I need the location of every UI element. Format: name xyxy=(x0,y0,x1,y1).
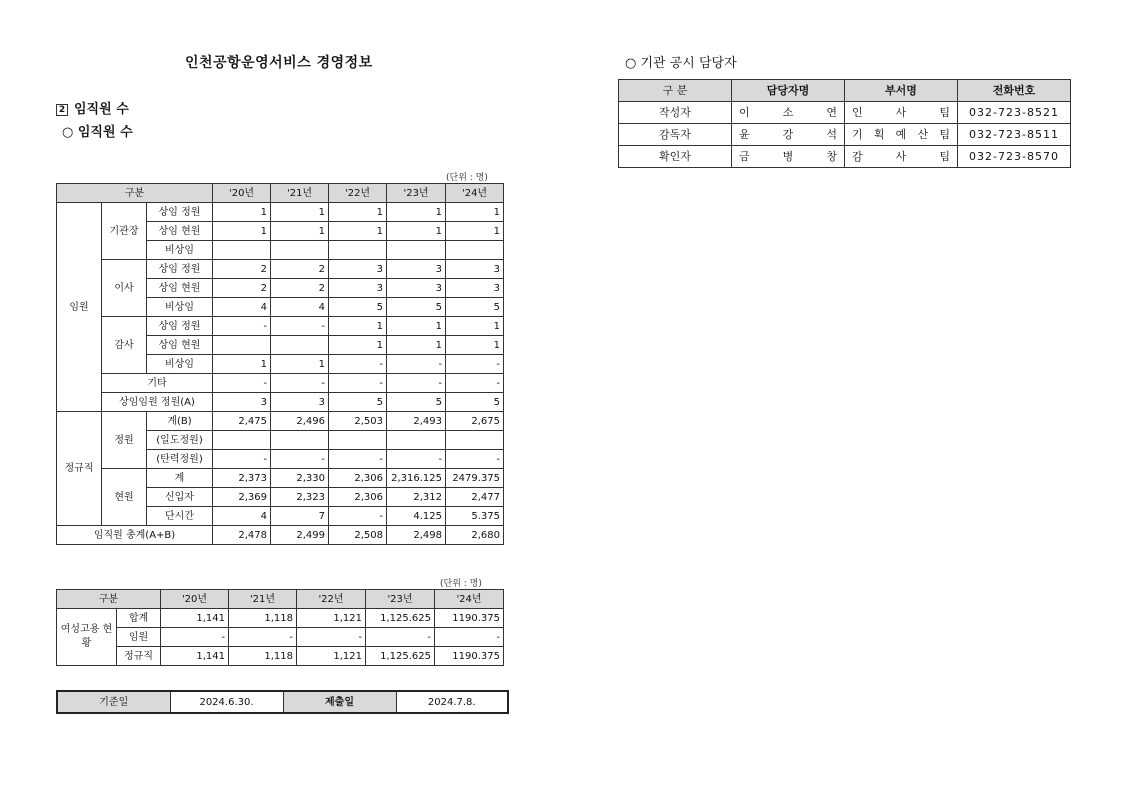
value-cell: 1 xyxy=(271,203,329,222)
value-cell: 1,125.625 xyxy=(366,609,435,628)
value-cell: - xyxy=(271,317,329,336)
value-cell: 2,306 xyxy=(329,488,387,507)
header-cell: '23년 xyxy=(387,184,446,203)
header-cell: 전화번호 xyxy=(958,80,1071,102)
row-label: 상임임원 정원(A) xyxy=(102,393,213,412)
submit-date-value: 2024.7.8. xyxy=(396,691,508,713)
value-cell: 1,118 xyxy=(229,647,297,666)
header-cell: 부서명 xyxy=(845,80,958,102)
submit-date-label: 제출일 xyxy=(283,691,396,713)
table-row xyxy=(57,260,504,279)
unit-label: (단위 : 명) xyxy=(440,579,482,589)
value-cell: - xyxy=(213,317,271,336)
name-cell xyxy=(732,102,845,124)
value-cell: 1,125.625 xyxy=(366,647,435,666)
value-cell: 1 xyxy=(329,203,387,222)
value-cell: 1,141 xyxy=(161,609,229,628)
subgroup-label: 감사 xyxy=(102,317,147,374)
name-cell xyxy=(732,146,845,168)
dept-cell xyxy=(845,146,958,168)
header-cell: 구분 xyxy=(57,184,213,203)
value-cell: - xyxy=(297,628,366,647)
header-cell: '24년 xyxy=(435,590,504,609)
value-cell: 1190.375 xyxy=(435,609,504,628)
row-label: 임직원 총계(A+B) xyxy=(57,526,213,545)
header-cell: 구 분 xyxy=(619,80,732,102)
header-cell: '20년 xyxy=(213,184,271,203)
value-cell: 2,478 xyxy=(213,526,271,545)
value-cell xyxy=(213,241,271,260)
value-cell: 1 xyxy=(213,203,271,222)
value-cell: 3 xyxy=(387,279,446,298)
row-label: 상임 정원 xyxy=(147,260,213,279)
value-cell xyxy=(387,241,446,260)
value-cell xyxy=(271,431,329,450)
value-cell: 2,496 xyxy=(271,412,329,431)
value-cell: 2,369 xyxy=(213,488,271,507)
table-header-row xyxy=(619,80,1071,102)
table-row xyxy=(57,628,504,647)
value-cell: 1 xyxy=(387,222,446,241)
value-cell: 1 xyxy=(213,355,271,374)
value-cell: 1 xyxy=(329,222,387,241)
value-cell: 1 xyxy=(387,317,446,336)
dept-chars xyxy=(848,103,954,123)
header-cell: '21년 xyxy=(271,184,329,203)
subgroup-label: 현원 xyxy=(102,469,147,526)
dept-char: 팀 xyxy=(939,127,950,141)
name-char: 강 xyxy=(782,127,794,141)
name-char: 석 xyxy=(826,127,837,141)
value-cell: 2,493 xyxy=(387,412,446,431)
name-char: 윤 xyxy=(739,127,750,141)
table-row xyxy=(57,203,504,222)
row-label: 비상임 xyxy=(147,355,213,374)
value-cell: - xyxy=(446,374,504,393)
header-cell: 담당자명 xyxy=(732,80,845,102)
phone-cell: 032-723-8521 xyxy=(958,102,1071,124)
row-label: 정규직 xyxy=(117,647,161,666)
header-cell: '22년 xyxy=(297,590,366,609)
dept-char: 사 xyxy=(895,105,907,119)
row-label: 상임 현원 xyxy=(147,336,213,355)
value-cell: 2,330 xyxy=(271,469,329,488)
value-cell: 1,121 xyxy=(297,647,366,666)
role-cell: 확인자 xyxy=(619,146,732,168)
table-row xyxy=(57,317,504,336)
row-label: 상임 정원 xyxy=(147,203,213,222)
dept-char: 팀 xyxy=(939,105,950,119)
value-cell: 2,499 xyxy=(271,526,329,545)
value-cell: - xyxy=(446,450,504,469)
unit-label: (단위 : 명) xyxy=(446,173,488,183)
value-cell: 1190.375 xyxy=(435,647,504,666)
value-cell: 1 xyxy=(271,222,329,241)
table-row xyxy=(619,146,1071,168)
name-char: 연 xyxy=(826,105,837,119)
row-label: 상임 현원 xyxy=(147,279,213,298)
value-cell xyxy=(387,431,446,450)
value-cell: 2,323 xyxy=(271,488,329,507)
value-cell: 7 xyxy=(271,507,329,526)
base-date-label: 기준일 xyxy=(57,691,170,713)
value-cell: - xyxy=(229,628,297,647)
value-cell xyxy=(446,241,504,260)
date-info-table xyxy=(56,690,509,714)
name-chars xyxy=(735,147,841,167)
subgroup-label: 이사 xyxy=(102,260,147,317)
value-cell: 1,141 xyxy=(161,647,229,666)
value-cell: - xyxy=(329,507,387,526)
header-cell: 구분 xyxy=(57,590,161,609)
header-cell: '20년 xyxy=(161,590,229,609)
value-cell: 2,312 xyxy=(387,488,446,507)
row-label: 단시간 xyxy=(147,507,213,526)
dept-char: 산 xyxy=(917,127,929,141)
table-row xyxy=(57,374,504,393)
value-cell: - xyxy=(387,355,446,374)
value-cell: 2,316.125 xyxy=(387,469,446,488)
value-cell: 1,121 xyxy=(297,609,366,628)
value-cell: 5 xyxy=(387,298,446,317)
value-cell: 5.375 xyxy=(446,507,504,526)
row-label: 임원 xyxy=(117,628,161,647)
value-cell: 4 xyxy=(213,507,271,526)
value-cell: 2,503 xyxy=(329,412,387,431)
table-row xyxy=(619,102,1071,124)
value-cell: 2,306 xyxy=(329,469,387,488)
value-cell: 2,498 xyxy=(387,526,446,545)
row-label: 비상임 xyxy=(147,298,213,317)
value-cell: 1 xyxy=(387,203,446,222)
table-header-row xyxy=(57,184,504,203)
header-cell: '24년 xyxy=(446,184,504,203)
contact-section-title: ○ 기관 공시 담당자 xyxy=(625,56,737,71)
value-cell: 2 xyxy=(271,260,329,279)
value-cell: 5 xyxy=(446,393,504,412)
value-cell: 2 xyxy=(213,260,271,279)
value-cell: - xyxy=(387,450,446,469)
table-row xyxy=(619,124,1071,146)
name-char: 병 xyxy=(782,149,794,163)
row-label: 상임 정원 xyxy=(147,317,213,336)
value-cell: - xyxy=(161,628,229,647)
dept-cell xyxy=(845,124,958,146)
phone-cell: 032-723-8511 xyxy=(958,124,1071,146)
value-cell: 2,508 xyxy=(329,526,387,545)
name-chars xyxy=(735,125,841,145)
header-cell: '21년 xyxy=(229,590,297,609)
table-row xyxy=(57,412,504,431)
role-cell: 작성자 xyxy=(619,102,732,124)
value-cell: 4 xyxy=(271,298,329,317)
women-employment-table xyxy=(56,589,504,666)
value-cell: 3 xyxy=(387,260,446,279)
group-label: 임원 xyxy=(57,203,102,412)
row-label: 신입자 xyxy=(147,488,213,507)
table-row xyxy=(57,393,504,412)
value-cell: 1 xyxy=(329,336,387,355)
value-cell: 2 xyxy=(271,279,329,298)
name-chars xyxy=(735,103,841,123)
value-cell: 2 xyxy=(213,279,271,298)
dept-char: 예 xyxy=(895,127,907,141)
value-cell: 4 xyxy=(213,298,271,317)
staff-count-table xyxy=(56,183,504,545)
value-cell: 5 xyxy=(387,393,446,412)
value-cell: 1 xyxy=(446,336,504,355)
value-cell: - xyxy=(213,450,271,469)
table-row xyxy=(57,526,504,545)
value-cell: 2,477 xyxy=(446,488,504,507)
value-cell: 3 xyxy=(446,279,504,298)
value-cell: 2,675 xyxy=(446,412,504,431)
row-label: 계(B) xyxy=(147,412,213,431)
row-label: 기타 xyxy=(102,374,213,393)
row-label: 합계 xyxy=(117,609,161,628)
role-cell: 감독자 xyxy=(619,124,732,146)
dept-char: 인 xyxy=(852,105,863,119)
value-cell xyxy=(329,431,387,450)
value-cell: - xyxy=(271,450,329,469)
section-number: 2 xyxy=(56,104,68,116)
value-cell: 2,475 xyxy=(213,412,271,431)
dept-char: 기 xyxy=(852,127,863,141)
section-heading xyxy=(56,98,129,117)
value-cell: 3 xyxy=(271,393,329,412)
contact-table xyxy=(618,79,1071,168)
value-cell: - xyxy=(387,374,446,393)
value-cell: - xyxy=(271,374,329,393)
row-label: 계 xyxy=(147,469,213,488)
group-label: 여성고용 현황 xyxy=(57,609,117,666)
row-label: (탄력정원) xyxy=(147,450,213,469)
row-label: 비상임 xyxy=(147,241,213,260)
value-cell: - xyxy=(213,374,271,393)
value-cell: 3 xyxy=(446,260,504,279)
name-char: 금 xyxy=(739,149,750,163)
value-cell: - xyxy=(366,628,435,647)
value-cell: - xyxy=(329,355,387,374)
row-label: (일도정원) xyxy=(147,431,213,450)
value-cell: 5 xyxy=(446,298,504,317)
value-cell xyxy=(271,241,329,260)
value-cell: 1 xyxy=(446,203,504,222)
section-title: 임직원 수 xyxy=(74,102,129,117)
value-cell xyxy=(213,431,271,450)
table-row xyxy=(57,647,504,666)
value-cell: - xyxy=(435,628,504,647)
base-date-value: 2024.6.30. xyxy=(170,691,283,713)
value-cell: 3 xyxy=(329,260,387,279)
group-label: 정규직 xyxy=(57,412,102,526)
dept-char: 획 xyxy=(873,127,885,141)
row-label: 상임 현원 xyxy=(147,222,213,241)
value-cell: 3 xyxy=(213,393,271,412)
value-cell: 1 xyxy=(271,355,329,374)
value-cell: 4.125 xyxy=(387,507,446,526)
dept-char: 감 xyxy=(852,149,863,163)
page-title: 인천공항운영서비스 경영정보 xyxy=(185,55,373,71)
subsection-heading: ○ 임직원 수 xyxy=(62,125,133,140)
dept-chars xyxy=(848,125,954,145)
value-cell: 2,373 xyxy=(213,469,271,488)
table-row xyxy=(57,609,504,628)
value-cell: 2,680 xyxy=(446,526,504,545)
value-cell: 1,118 xyxy=(229,609,297,628)
subgroup-label: 정원 xyxy=(102,412,147,469)
value-cell: 5 xyxy=(329,298,387,317)
value-cell xyxy=(446,431,504,450)
name-char: 소 xyxy=(782,105,794,119)
value-cell xyxy=(213,336,271,355)
value-cell: 1 xyxy=(213,222,271,241)
value-cell: 1 xyxy=(387,336,446,355)
dept-chars xyxy=(848,147,954,167)
value-cell: 5 xyxy=(329,393,387,412)
table-header-row xyxy=(57,590,504,609)
value-cell: 2479.375 xyxy=(446,469,504,488)
name-cell xyxy=(732,124,845,146)
dept-char: 팀 xyxy=(939,149,950,163)
header-cell: '23년 xyxy=(366,590,435,609)
name-char: 창 xyxy=(826,149,837,163)
name-char: 이 xyxy=(739,105,750,119)
value-cell: - xyxy=(446,355,504,374)
header-cell: '22년 xyxy=(329,184,387,203)
table-row xyxy=(57,469,504,488)
value-cell xyxy=(271,336,329,355)
value-cell: 3 xyxy=(329,279,387,298)
subgroup-label: 기관장 xyxy=(102,203,147,260)
value-cell: - xyxy=(329,374,387,393)
dept-char: 사 xyxy=(895,149,907,163)
dept-cell xyxy=(845,102,958,124)
value-cell: 1 xyxy=(446,222,504,241)
value-cell: 1 xyxy=(329,317,387,336)
value-cell xyxy=(329,241,387,260)
value-cell: - xyxy=(329,450,387,469)
value-cell: 1 xyxy=(446,317,504,336)
phone-cell: 032-723-8570 xyxy=(958,146,1071,168)
